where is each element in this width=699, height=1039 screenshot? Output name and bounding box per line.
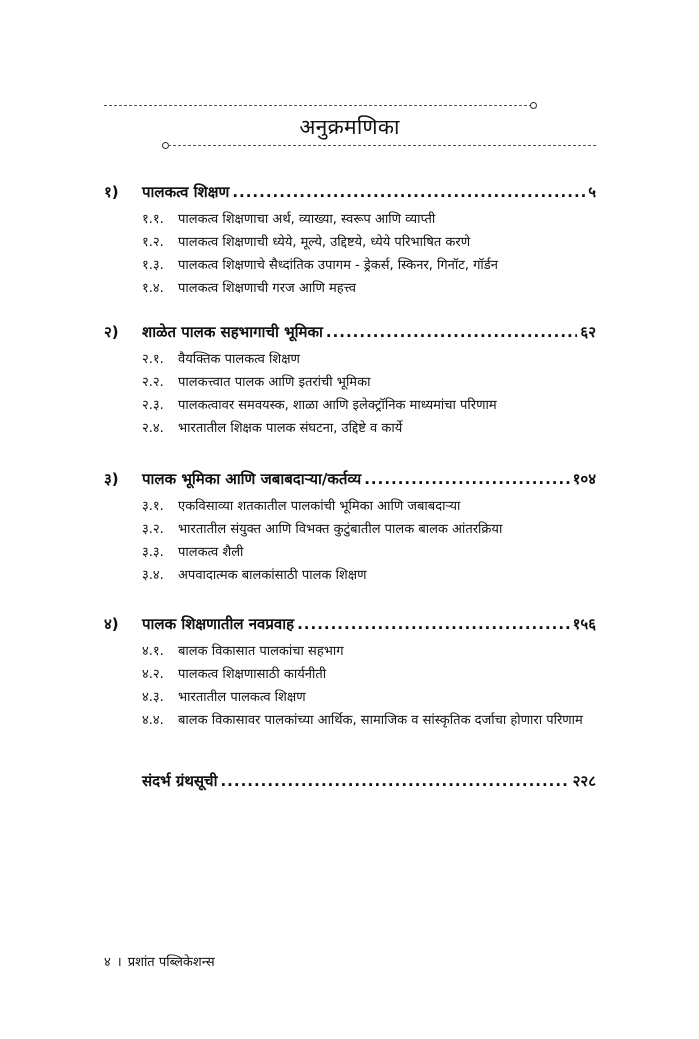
section-number: ३.२.: [142, 522, 164, 537]
list-item[interactable]: [142, 277, 596, 300]
chapter-title: पालक भूमिका आणि जबाबदाऱ्या/कर्तव्य: [142, 470, 362, 488]
section-title: पालकत्व शैली: [178, 545, 244, 560]
footer-publisher: प्रशांत पब्लिकेशन्स: [127, 955, 215, 970]
list-item[interactable]: [142, 541, 596, 564]
dot-leader: [232, 183, 585, 201]
section-title: बालक विकासावर पालकांच्या आर्थिक, सामाजिक व सांस्कृतिक दर्जाचा होणारा परिणाम: [178, 713, 583, 728]
chapter-page-number: ५: [588, 183, 596, 201]
list-item[interactable]: [142, 518, 596, 541]
section-title: पालकत्व शिक्षणाचा अर्थ, व्याख्या, स्वरूप आणि व्याप्ती: [178, 212, 436, 227]
section-number: १.१.: [142, 212, 164, 227]
list-item[interactable]: [142, 640, 596, 663]
section-number: ४.२.: [142, 667, 164, 682]
dot-leader: [297, 615, 569, 633]
chapter-title: पालकत्व शिक्षण: [142, 183, 230, 201]
chapter-number: १): [104, 183, 119, 201]
chapter-number: २): [104, 323, 119, 341]
chapter-heading[interactable]: [104, 469, 596, 495]
section-number: २.१.: [142, 352, 164, 367]
list-item[interactable]: [142, 231, 596, 254]
page-title: अनुक्रमणिका: [299, 115, 400, 139]
list-item[interactable]: [142, 254, 596, 277]
top-rule-end-dot: [530, 102, 537, 109]
section-title: भारतातील पालकत्व शिक्षण: [178, 690, 306, 705]
list-item[interactable]: [142, 495, 596, 518]
chapter-4: [104, 614, 596, 732]
list-item[interactable]: [142, 348, 596, 371]
chapter-title: पालक शिक्षणातील नवप्रवाह: [142, 615, 295, 633]
section-number: १.४.: [142, 281, 164, 296]
list-item[interactable]: [142, 208, 596, 231]
section-title: एकविसाव्या शतकातील पालकांची भूमिका आणि जबाबदाऱ्या: [178, 499, 461, 514]
section-title: पालकत्व शिक्षणाची ध्येये, मूल्ये, उद्दिष्टये, ध्येये परिभाषित करणे: [178, 235, 471, 250]
section-title: पालकत्त्वात पालक आणि इतरांची भूमिका: [178, 375, 371, 390]
section-number: २.४.: [142, 421, 164, 436]
list-item[interactable]: [142, 663, 596, 686]
top-rule: [104, 105, 532, 106]
section-title: पालकत्व शिक्षणाचे सैध्दांतिक उपागम - ड्रेकर्स, स्किनर, गिनॉट, गॉर्डन: [178, 258, 498, 273]
dot-leader: [326, 323, 578, 341]
section-number: ३.४.: [142, 568, 164, 583]
section-title: पालकत्वावर समवयस्क, शाळा आणि इलेक्ट्रॉनिक माध्यमांचा परिणाम: [178, 398, 497, 413]
section-number: ४.४.: [142, 713, 164, 728]
page-footer: [104, 952, 215, 970]
section-number: ३.१.: [142, 499, 164, 514]
references-entry[interactable]: [142, 771, 596, 791]
chapter-number: ४): [104, 615, 119, 633]
section-number: ४.३.: [142, 690, 164, 705]
section-title: पालकत्व शिक्षणाची गरज आणि महत्त्व: [178, 281, 356, 296]
chapter-title: शाळेत पालक सहभागाची भूमिका: [142, 323, 323, 341]
list-item[interactable]: [142, 709, 596, 732]
references-page-number: २२८: [572, 772, 596, 790]
list-item[interactable]: [142, 417, 596, 440]
chapter-page-number: १०४: [572, 470, 596, 488]
bottom-rule: [168, 145, 596, 146]
list-item[interactable]: [142, 564, 596, 587]
section-number: ३.३.: [142, 545, 164, 560]
section-title: वैयक्तिक पालकत्व शिक्षण: [178, 352, 300, 367]
chapter-heading[interactable]: [104, 182, 596, 208]
chapter-page-number: ६२: [580, 323, 596, 341]
chapter-number: ३): [104, 470, 119, 488]
list-item[interactable]: [142, 686, 596, 709]
chapter-1: [104, 182, 596, 300]
footer-separator: ।: [116, 955, 122, 970]
list-item[interactable]: [142, 394, 596, 417]
chapter-2: [104, 322, 596, 440]
section-number: २.३.: [142, 398, 164, 413]
references-title: संदर्भ ग्रंथसूची: [142, 772, 218, 790]
section-title: भारतातील शिक्षक पालक संघटना, उद्दिष्टे व कार्ये: [178, 421, 403, 436]
chapter-3: [104, 469, 596, 587]
chapter-heading[interactable]: [104, 614, 596, 640]
section-number: १.३.: [142, 258, 164, 273]
section-title: पालकत्व शिक्षणासाठी कार्यनीती: [178, 667, 327, 682]
footer-page-number: ४: [104, 955, 111, 970]
section-number: ४.१.: [142, 644, 164, 659]
section-number: १.२.: [142, 235, 164, 250]
section-number: २.२.: [142, 375, 164, 390]
chapter-heading[interactable]: [104, 322, 596, 348]
dot-leader: [364, 470, 569, 488]
list-item[interactable]: [142, 371, 596, 394]
section-title: भारतातील संयुक्त आणि विभक्त कुटुंबातील पालक बालक आंतरक्रिया: [178, 522, 503, 537]
chapter-page-number: १५६: [572, 615, 596, 633]
section-title: बालक विकासात पालकांचा सहभाग: [178, 644, 344, 659]
dot-leader: [220, 772, 569, 790]
section-title: अपवादात्मक बालकांसाठी पालक शिक्षण: [178, 568, 367, 583]
